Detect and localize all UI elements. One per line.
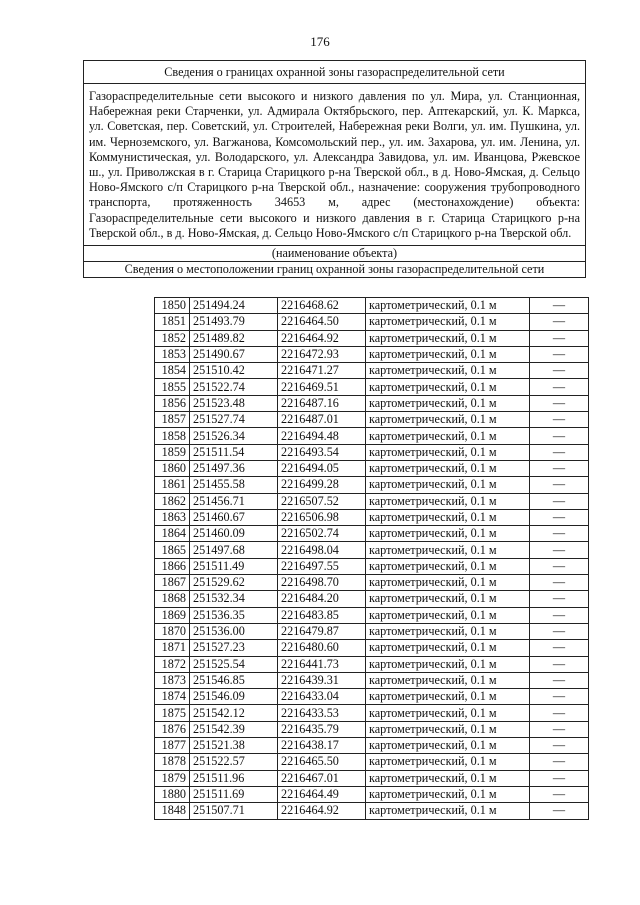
coord-x: 251542.39 (190, 721, 278, 737)
method-cell: картометрический, 0.1 м (366, 754, 530, 770)
point-number: 1862 (155, 493, 190, 509)
coord-y: 2216502.74 (278, 526, 366, 542)
table-row (155, 575, 589, 591)
coord-y: 2216469.51 (278, 379, 366, 395)
coord-x: 251536.35 (190, 607, 278, 623)
point-number: 1859 (155, 444, 190, 460)
table-row (155, 689, 589, 705)
table-row (155, 346, 589, 362)
note-cell: — (530, 770, 589, 786)
point-number: 1853 (155, 346, 190, 362)
coord-y: 2216494.48 (278, 428, 366, 444)
point-number: 1880 (155, 786, 190, 802)
coord-y: 2216472.93 (278, 346, 366, 362)
coord-y: 2216487.01 (278, 412, 366, 428)
point-number: 1856 (155, 395, 190, 411)
method-cell: картометрический, 0.1 м (366, 379, 530, 395)
coord-x: 251532.34 (190, 591, 278, 607)
coord-y: 2216464.50 (278, 314, 366, 330)
coord-y: 2216433.04 (278, 689, 366, 705)
coord-y: 2216483.85 (278, 607, 366, 623)
coord-y: 2216480.60 (278, 640, 366, 656)
point-number: 1877 (155, 738, 190, 754)
table-row (155, 607, 589, 623)
point-number: 1863 (155, 509, 190, 525)
table-row (155, 640, 589, 656)
method-cell: картометрический, 0.1 м (366, 428, 530, 444)
table-row (155, 477, 589, 493)
coord-x: 251507.71 (190, 803, 278, 819)
coord-x: 251523.48 (190, 395, 278, 411)
method-cell: картометрический, 0.1 м (366, 721, 530, 737)
point-number: 1855 (155, 379, 190, 395)
method-cell: картометрический, 0.1 м (366, 623, 530, 639)
table-row (155, 412, 589, 428)
point-number: 1879 (155, 770, 190, 786)
coord-x: 251525.54 (190, 656, 278, 672)
table-row (155, 656, 589, 672)
table-row (155, 770, 589, 786)
point-number: 1873 (155, 672, 190, 688)
table-row (155, 509, 589, 525)
coord-x: 251460.67 (190, 509, 278, 525)
table-row (155, 379, 589, 395)
coord-x: 251494.24 (190, 298, 278, 314)
zone-info-table (83, 60, 586, 278)
method-cell: картометрический, 0.1 м (366, 346, 530, 362)
method-cell: картометрический, 0.1 м (366, 591, 530, 607)
method-cell: картометрический, 0.1 м (366, 330, 530, 346)
table-row (155, 738, 589, 754)
note-cell: — (530, 509, 589, 525)
method-cell: картометрический, 0.1 м (366, 803, 530, 819)
coord-y: 2216493.54 (278, 444, 366, 460)
coord-y: 2216464.49 (278, 786, 366, 802)
coord-y: 2216498.70 (278, 575, 366, 591)
point-number: 1876 (155, 721, 190, 737)
method-cell: картометрический, 0.1 м (366, 444, 530, 460)
coord-y: 2216471.27 (278, 363, 366, 379)
method-cell: картометрический, 0.1 м (366, 640, 530, 656)
table-row (155, 298, 589, 314)
note-cell: — (530, 460, 589, 476)
point-number: 1852 (155, 330, 190, 346)
note-cell: — (530, 786, 589, 802)
coord-x: 251542.12 (190, 705, 278, 721)
point-number: 1851 (155, 314, 190, 330)
method-cell: картометрический, 0.1 м (366, 738, 530, 754)
table-row (155, 786, 589, 802)
note-cell: — (530, 542, 589, 558)
note-cell: — (530, 689, 589, 705)
coord-y: 2216468.62 (278, 298, 366, 314)
point-number: 1858 (155, 428, 190, 444)
point-number: 1868 (155, 591, 190, 607)
note-cell: — (530, 314, 589, 330)
note-cell: — (530, 607, 589, 623)
method-cell: картометрический, 0.1 м (366, 477, 530, 493)
coord-x: 251526.34 (190, 428, 278, 444)
method-cell: картометрический, 0.1 м (366, 770, 530, 786)
method-cell: картометрический, 0.1 м (366, 575, 530, 591)
point-number: 1871 (155, 640, 190, 656)
coord-x: 251522.74 (190, 379, 278, 395)
point-number: 1875 (155, 705, 190, 721)
coord-x: 251522.57 (190, 754, 278, 770)
method-cell: картометрический, 0.1 м (366, 314, 530, 330)
coord-x: 251527.74 (190, 412, 278, 428)
object-caption: (наименование объекта) (84, 246, 586, 262)
method-cell: картометрический, 0.1 м (366, 526, 530, 542)
method-cell: картометрический, 0.1 м (366, 542, 530, 558)
note-cell: — (530, 412, 589, 428)
coordinates-table (154, 297, 589, 820)
coord-x: 251511.69 (190, 786, 278, 802)
point-number: 1860 (155, 460, 190, 476)
note-cell: — (530, 363, 589, 379)
coord-y: 2216506.98 (278, 509, 366, 525)
note-cell: — (530, 705, 589, 721)
table-row (155, 444, 589, 460)
note-cell: — (530, 591, 589, 607)
note-cell: — (530, 575, 589, 591)
point-number: 1869 (155, 607, 190, 623)
table-row (155, 314, 589, 330)
note-cell: — (530, 346, 589, 362)
note-cell: — (530, 738, 589, 754)
table-row (155, 591, 589, 607)
note-cell: — (530, 656, 589, 672)
location-subtitle: Сведения о местоположении границ охранной зоны газораспределительной сети (84, 262, 586, 278)
table-row (155, 526, 589, 542)
coord-x: 251497.68 (190, 542, 278, 558)
method-cell: картометрический, 0.1 м (366, 786, 530, 802)
coord-x: 251511.96 (190, 770, 278, 786)
method-cell: картометрический, 0.1 м (366, 395, 530, 411)
coord-y: 2216433.53 (278, 705, 366, 721)
note-cell: — (530, 379, 589, 395)
coord-x: 251460.09 (190, 526, 278, 542)
point-number: 1861 (155, 477, 190, 493)
table-row (155, 721, 589, 737)
method-cell: картометрический, 0.1 м (366, 460, 530, 476)
note-cell: — (530, 558, 589, 574)
point-number: 1878 (155, 754, 190, 770)
point-number: 1866 (155, 558, 190, 574)
coord-y: 2216498.04 (278, 542, 366, 558)
method-cell: картометрический, 0.1 м (366, 363, 530, 379)
method-cell: картометрический, 0.1 м (366, 656, 530, 672)
coord-x: 251511.49 (190, 558, 278, 574)
table-row (155, 395, 589, 411)
object-description: Газораспределительные сети высокого и низкого давления по ул. Мира, ул. Станционная, Набережная реки Старченки, ул. Адмирала Октябрьского, пер. Аптекарский, ул. К. Маркса, ул. Советская, пер. Советский, ул. Строителей, Набережная реки Волги, ул. им. Пушкина, ул. им. Черноземского, ул. Вагжанова, Комсомольский пер., ул. им. Захарова, ул. им. Ленина, ул. Коммунистическая, ул. Володарского, ул. Александра Завидова, ул. им. Иванцова, Ржевское ш., ул. Приволжская в г. Старица Старицкого р-на Тверской обл., в д. Ново-Ямская, д. Сельцо Ново-Ямского с/п Старицкого р-на Тверской обл., назначение: сооружения трубопроводного транспорта, протяженность 34653 м, адрес (местонахождение) объекта: Газораспределительные сети высокого и низкого давления в г. Старица Старицкого р-на Тверской обл., в д. Ново-Ямская, д. Сельцо Ново-Ямского с/п Старицкого р-на Тверской обл. (84, 84, 586, 246)
coord-y: 2216494.05 (278, 460, 366, 476)
coord-y: 2216438.17 (278, 738, 366, 754)
coord-y: 2216467.01 (278, 770, 366, 786)
point-number: 1850 (155, 298, 190, 314)
table-row (155, 542, 589, 558)
point-number: 1848 (155, 803, 190, 819)
section-title: Сведения о границах охранной зоны газораспределительной сети (84, 61, 586, 84)
point-number: 1854 (155, 363, 190, 379)
coord-y: 2216487.16 (278, 395, 366, 411)
coord-y: 2216497.55 (278, 558, 366, 574)
coord-x: 251456.71 (190, 493, 278, 509)
coord-y: 2216479.87 (278, 623, 366, 639)
note-cell: — (530, 721, 589, 737)
method-cell: картометрический, 0.1 м (366, 672, 530, 688)
table-row (155, 493, 589, 509)
note-cell: — (530, 395, 589, 411)
point-number: 1865 (155, 542, 190, 558)
coord-x: 251493.79 (190, 314, 278, 330)
coord-x: 251511.54 (190, 444, 278, 460)
note-cell: — (530, 803, 589, 819)
coord-x: 251455.58 (190, 477, 278, 493)
coord-y: 2216439.31 (278, 672, 366, 688)
table-row (155, 363, 589, 379)
coord-y: 2216465.50 (278, 754, 366, 770)
coord-x: 251529.62 (190, 575, 278, 591)
coord-y: 2216464.92 (278, 330, 366, 346)
method-cell: картометрический, 0.1 м (366, 607, 530, 623)
method-cell: картометрический, 0.1 м (366, 558, 530, 574)
method-cell: картометрический, 0.1 м (366, 412, 530, 428)
point-number: 1857 (155, 412, 190, 428)
method-cell: картометрический, 0.1 м (366, 509, 530, 525)
table-row (155, 330, 589, 346)
coord-x: 251546.09 (190, 689, 278, 705)
note-cell: — (530, 428, 589, 444)
method-cell: картометрический, 0.1 м (366, 493, 530, 509)
point-number: 1872 (155, 656, 190, 672)
coord-y: 2216499.28 (278, 477, 366, 493)
note-cell: — (530, 444, 589, 460)
method-cell: картометрический, 0.1 м (366, 298, 530, 314)
table-row (155, 672, 589, 688)
coord-x: 251521.38 (190, 738, 278, 754)
point-number: 1867 (155, 575, 190, 591)
note-cell: — (530, 640, 589, 656)
note-cell: — (530, 493, 589, 509)
coord-y: 2216441.73 (278, 656, 366, 672)
coord-y: 2216507.52 (278, 493, 366, 509)
table-row (155, 705, 589, 721)
table-row (155, 558, 589, 574)
table-row (155, 803, 589, 819)
note-cell: — (530, 526, 589, 542)
coord-x: 251510.42 (190, 363, 278, 379)
coord-y: 2216484.20 (278, 591, 366, 607)
note-cell: — (530, 672, 589, 688)
page-number: 176 (310, 34, 330, 49)
method-cell: картометрический, 0.1 м (366, 689, 530, 705)
note-cell: — (530, 754, 589, 770)
coord-x: 251546.85 (190, 672, 278, 688)
point-number: 1874 (155, 689, 190, 705)
coord-y: 2216464.92 (278, 803, 366, 819)
note-cell: — (530, 623, 589, 639)
method-cell: картометрический, 0.1 м (366, 705, 530, 721)
note-cell: — (530, 298, 589, 314)
table-row (155, 460, 589, 476)
coord-x: 251490.67 (190, 346, 278, 362)
coord-x: 251489.82 (190, 330, 278, 346)
note-cell: — (530, 477, 589, 493)
coord-y: 2216435.79 (278, 721, 366, 737)
table-row (155, 428, 589, 444)
coord-x: 251497.36 (190, 460, 278, 476)
coord-x: 251527.23 (190, 640, 278, 656)
table-row (155, 623, 589, 639)
table-row (155, 754, 589, 770)
point-number: 1870 (155, 623, 190, 639)
point-number: 1864 (155, 526, 190, 542)
note-cell: — (530, 330, 589, 346)
coord-x: 251536.00 (190, 623, 278, 639)
